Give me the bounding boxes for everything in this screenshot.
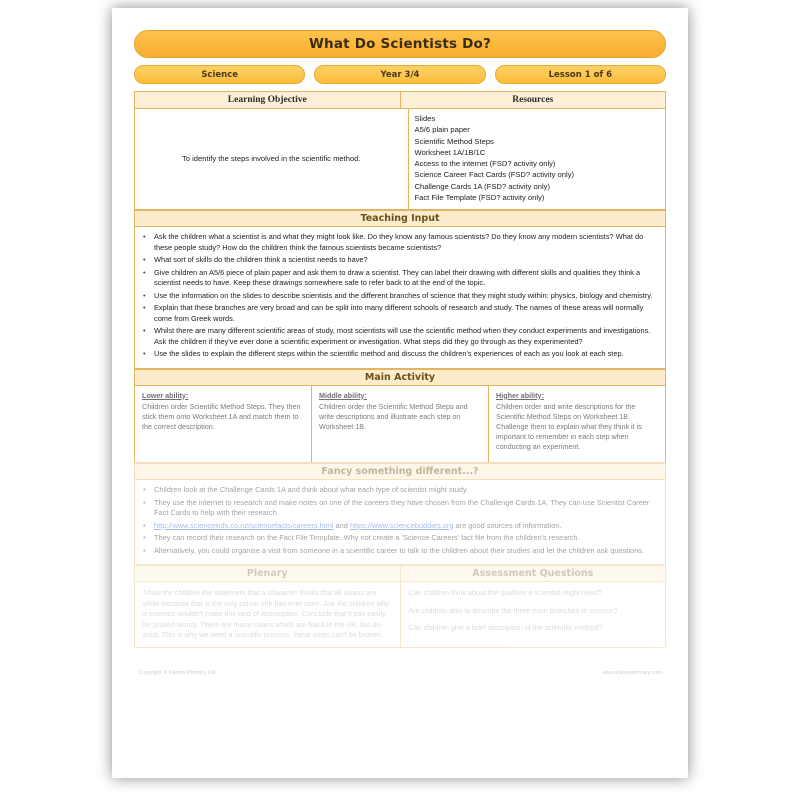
page-footer (134, 648, 666, 676)
document-title-bar (134, 30, 666, 58)
list-item: Can children think about the qualities a scientist might need? (408, 588, 602, 598)
teaching-input-heading: Teaching Input (135, 210, 665, 227)
header-resources: Resources (400, 92, 666, 108)
bullet-icon: • (143, 545, 146, 555)
lower-ability-label: Lower ability: (142, 390, 189, 400)
table-header-row (135, 92, 665, 109)
bullet-icon: • (143, 255, 146, 265)
list-item: Are children able to describe the three main branches of science? (408, 605, 618, 615)
list-item: Challenge Cards 1A (FSD? activity only) (414, 181, 550, 191)
year-group-pill: Year 3/4 (314, 65, 485, 84)
teaching-input-section (134, 209, 666, 368)
higher-ability-column (488, 386, 665, 462)
list-item: • Give children an A5/6 piece of plain paper and ask them to draw a scientist. They can label their drawing with different skills and qualities they think a scientist needs to have. Keep these drawings somewhere safe to refer back to at the end of the topic. (143, 267, 641, 288)
bullet-icon: • (143, 326, 146, 336)
list-item: Access to the internet (FSD? activity only) (414, 159, 556, 168)
lower-ability-text: Children order Scientific Method Steps. They then stick them onto Worksheet 1A and match them to the correct description. (142, 401, 301, 431)
list-item: Science Career Fact Cards (FSD? activity only) (414, 170, 575, 180)
meta-pill-row (134, 65, 666, 84)
bullet-icon: • (143, 232, 146, 241)
list-item: Scientific Method Steps (414, 136, 494, 146)
assessment-questions-list (409, 588, 658, 633)
resources-list (415, 114, 660, 203)
list-item: Worksheet 1A/1B/1C (414, 147, 486, 157)
science-buddies-link[interactable]: https://www.sciencebuddies.org (349, 520, 454, 530)
list-item: • Use the information on the slides to describe scientists and the different branches of science that they might study within: physics, biology and chemistry. (143, 290, 653, 300)
lesson-number-pill: Lesson 1 of 6 (495, 65, 666, 84)
fancy-something-different-heading: Fancy something different...? (135, 463, 665, 480)
list-item: • Whilst there are many different scientific areas of study, most scientists will use the scientific method when they conduct experiments and investigations. Ask the children if they've ever done a scientific experiment or investigation. What steps did they go through as they experimented? (143, 326, 651, 346)
footer-website: www.kapowprimary.com (603, 669, 662, 676)
bullet-icon: • (143, 290, 146, 300)
header-learning-objective: Learning Objective (227, 95, 307, 105)
teaching-input-bullets (135, 227, 665, 368)
bullet-icon: • (143, 520, 146, 530)
list-item: • Children look at the Challenge Cards 1A and think about what each type of scientist might study. (143, 485, 469, 495)
objective-resources-table (134, 91, 666, 209)
plenary-assessment-section (134, 564, 666, 647)
plenary-assessment-heading-row (135, 565, 665, 582)
bullet-icon: • (143, 349, 146, 359)
table-body-row (135, 109, 665, 209)
bullet-icon: • (143, 303, 146, 313)
list-item: • They use the internet to research and make notes on one of the careers they have chosen from the Challenge Cards 1A. They can use Scientist Career Fact Cards to help with their research. (143, 497, 650, 518)
lower-ability-column (135, 386, 311, 462)
resources-cell (408, 109, 666, 209)
assessment-questions-cell (400, 582, 666, 646)
bullet-icon: • (143, 267, 146, 277)
page-title: What Do Scientists Do? (308, 36, 492, 52)
list-item: A5/6 plain paper (414, 125, 470, 135)
main-activity-heading: Main Activity (135, 369, 665, 386)
lesson-plan-page (112, 8, 688, 778)
plenary-heading: Plenary (246, 568, 288, 580)
middle-ability-text: Children order the Scientific Method Steps and write descriptions and illustrate each step on Worksheet 1B. (319, 401, 468, 431)
footer-copyright: Copyright © Kapow Primary Ltd. (138, 669, 217, 676)
list-item: • Explain that these branches are very broad and can be split into many different schools of research and study. The names of these areas will normally come from Greek words. (143, 303, 644, 323)
fancy-something-different-section (134, 462, 666, 564)
plenary-assessment-body (135, 582, 665, 646)
list-item-with-links (143, 521, 657, 532)
middle-ability-label: Middle ability: (319, 390, 367, 400)
learning-objective-text: To identify the steps involved in the scientific method. (181, 153, 361, 163)
science-kids-link[interactable]: http://www.sciencekids.co.nz/sciencefacts/careers.html (154, 520, 334, 530)
middle-ability-column (311, 386, 488, 462)
list-item: Slides (414, 114, 436, 123)
list-item: Can children give a brief description of the scientific method? (408, 623, 603, 633)
bullet-icon: • (143, 485, 146, 495)
plenary-text: Show the children the statement that a character thinks that all swans are white because that is the only colour she has ever seen. Ask the children why a scientist wouldn't make this kind of assumption. Conclude that it can easily be proved wrong. There are many swans which are black in the UK, but do exist. This is why we need a scientific process, these steps can't be broken. (143, 588, 390, 639)
bullet-icon: • (143, 497, 146, 507)
list-item: • Use the slides to explain the different steps within the scientific method and discuss the children's experiences of each as you look at each step. (143, 349, 624, 359)
higher-ability-text: Children order and write descriptions for the Scientific Method Steps on Worksheet 1B. Challenge them to explain what they think it is important to remember in each step when conducting an experiment. (496, 401, 642, 452)
higher-ability-label: Higher ability: (496, 390, 544, 400)
lesson-plan-document (134, 30, 666, 676)
research-links-text: http://www.sciencekids.co.nz/sciencefacts/careers.html and https://www.sciencebuddies.org are good sources of information. (154, 520, 562, 530)
list-item: • They can record their research on the Fact File Template. Why not create a 'Science Careers' fact file from the children's research. (143, 533, 580, 543)
bullet-icon: • (143, 533, 146, 543)
fancy-something-different-bullets (135, 480, 665, 564)
main-activity-section (134, 368, 666, 462)
list-item: • Alternatively, you could organise a visit from someone in a scientific career to talk to the children about their studies and let the children ask questions. (143, 545, 644, 555)
subject-pill: Science (134, 65, 305, 84)
ability-columns (135, 386, 665, 462)
list-item: • Ask the children what a scientist is and what they might look like. Do they know any famous scientists? Do they know any modern scientists? What do these people study? How do the children think the famous scientists became scientists? (143, 232, 644, 252)
list-item: • What sort of skills do the children think a scientist needs to have? (143, 255, 368, 265)
assessment-heading: Assessment Questions (400, 566, 666, 581)
list-item: Fact File Template (FSD? activity only) (414, 192, 545, 202)
